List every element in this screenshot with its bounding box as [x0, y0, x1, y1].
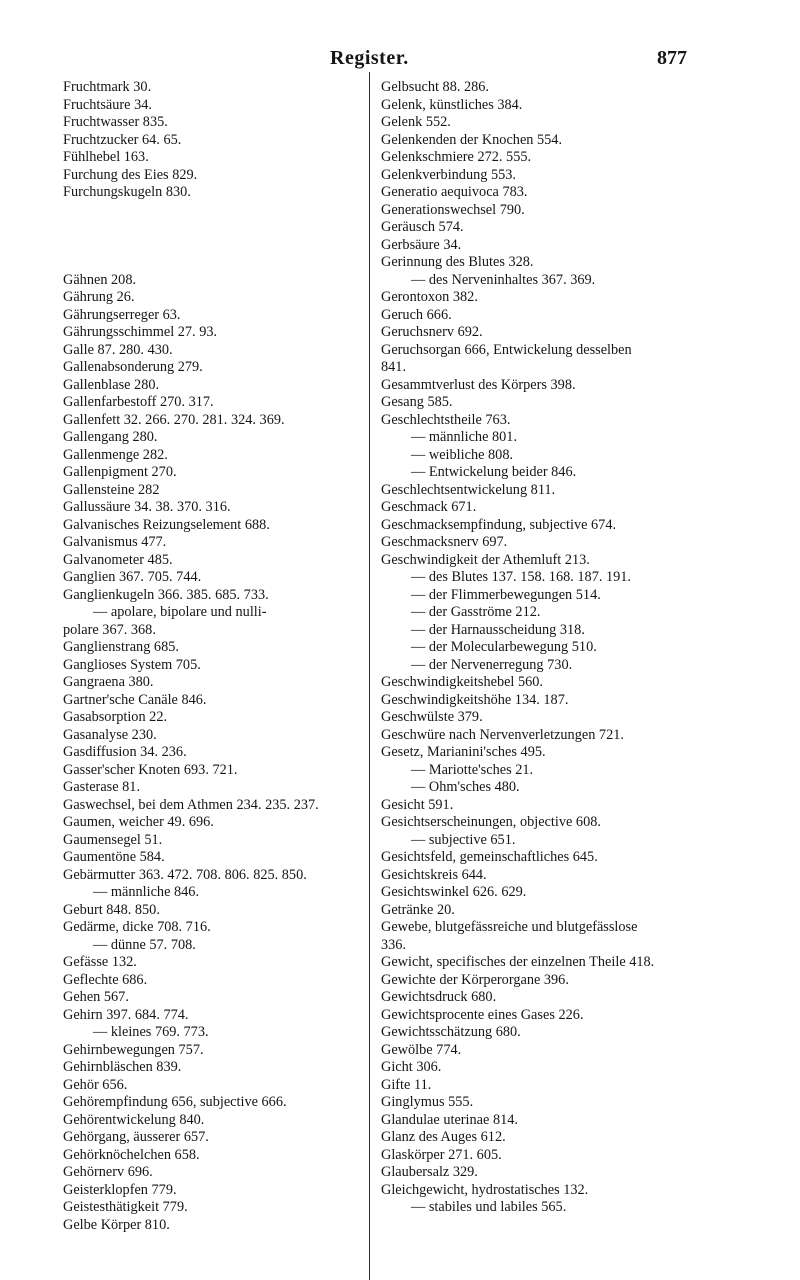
- index-entry: Gesetz, Marianini'sches 495.: [381, 744, 546, 760]
- index-entry: Gedärme, dicke 708. 716.: [63, 919, 211, 935]
- index-entry: Gähnen 208.: [63, 271, 137, 288]
- index-entry: Geschmacksempfindung, subjective 674.: [381, 516, 617, 533]
- index-entry: Gelenk, künstliches 384.: [381, 96, 523, 113]
- index-entry: Gallussäure 34. 38. 370. 316.: [63, 499, 231, 515]
- index-entry: Gasanalyse 230.: [63, 726, 157, 743]
- index-entry: Gehirn 397. 684. 774.: [63, 1006, 189, 1023]
- index-entry: — kleines 769. 773.: [93, 1024, 209, 1040]
- index-entry: Gaumen, weicher 49. 696.: [63, 814, 214, 830]
- index-entry: Geburt 848. 850.: [63, 901, 160, 918]
- index-entry: Gehörempfindung 656, subjective 666.: [63, 1094, 287, 1110]
- index-entry: Gallenfett 32. 266. 270. 281. 324. 369.: [63, 411, 285, 428]
- index-entry: Gangraena 380.: [63, 674, 154, 690]
- index-entry: Gifte 11.: [381, 1076, 432, 1093]
- index-entry: Gehör 656.: [63, 1076, 128, 1093]
- index-entry: — der Harnausscheidung 318.: [411, 621, 585, 638]
- index-entry: Gehörnerv 696.: [63, 1164, 153, 1180]
- index-entry: Geschwindigkeitshebel 560.: [381, 674, 543, 690]
- index-entry: 336.: [381, 936, 407, 953]
- index-entry: Geschwindigkeitshöhe 134. 187.: [381, 691, 569, 708]
- index-entry: Fruchtmark 30.: [63, 79, 152, 95]
- index-entry: Getränke 20.: [381, 901, 455, 918]
- index-entry: Ginglymus 555.: [381, 1094, 474, 1110]
- index-entry: — des Nerveninhaltes 367. 369.: [411, 271, 596, 288]
- index-entry: Fruchtzucker 64. 65.: [63, 131, 182, 148]
- index-entry: Gesichtsfeld, gemeinschaftliches 645.: [381, 849, 598, 865]
- index-entry: — des Blutes 137. 158. 168. 187. 191.: [411, 569, 632, 585]
- index-entry: Furchungskugeln 830.: [63, 184, 191, 200]
- index-entry: Galvanometer 485.: [63, 551, 173, 568]
- index-entry: Gesichtserscheinungen, objective 608.: [381, 814, 601, 830]
- index-entry: Gallensteine 282: [63, 481, 160, 498]
- index-entry: Gewichtsprocente eines Gases 226.: [381, 1006, 584, 1023]
- index-entry: — männliche 846.: [93, 884, 200, 900]
- index-entry: Geisterklopfen 779.: [63, 1181, 177, 1198]
- index-entry: Gerbsäure 34.: [381, 236, 462, 253]
- index-entry: Gelenkschmiere 272. 555.: [381, 149, 532, 165]
- index-entry: Gaswechsel, bei dem Athmen 234. 235. 237.: [63, 796, 319, 813]
- index-entry: polare 367. 368.: [63, 621, 156, 638]
- index-entry: Galvanismus 477.: [63, 534, 167, 550]
- index-entry: — subjective 651.: [411, 831, 516, 848]
- index-entry: Gelbsucht 88. 286.: [381, 79, 490, 95]
- index-entry: Gewichtsschätzung 680.: [381, 1024, 521, 1040]
- index-entry: Gasabsorption 22.: [63, 709, 168, 725]
- index-entry: Gicht 306.: [381, 1059, 442, 1075]
- index-entry: — der Gasströme 212.: [411, 604, 541, 620]
- index-entry: Geschwülste 379.: [381, 709, 483, 725]
- index-entry: — männliche 801.: [411, 429, 518, 445]
- index-column-left: [63, 79, 366, 1234]
- index-entry: Gelenkverbindung 553.: [381, 166, 516, 183]
- index-entry: Geruch 666.: [381, 306, 452, 323]
- index-entry: Geschwüre nach Nervenverletzungen 721.: [381, 726, 624, 743]
- index-entry: Gallenmenge 282.: [63, 446, 168, 463]
- index-entry: Gährung 26.: [63, 289, 135, 305]
- index-entry: Gallenfarbestoff 270. 317.: [63, 394, 214, 410]
- index-entry: Gehörgang, äusserer 657.: [63, 1129, 209, 1145]
- index-entry: Gesang 585.: [381, 394, 453, 410]
- index-entry: Gewebe, blutgefässreiche und blutgefässlose: [381, 919, 638, 935]
- index-entry: Fühlhebel 163.: [63, 149, 149, 165]
- index-entry: Gartner'sche Canäle 846.: [63, 691, 207, 708]
- index-entry: — der Nervenerregung 730.: [411, 656, 573, 673]
- index-entry: Geruchsorgan 666, Entwickelung desselben: [381, 341, 632, 358]
- index-entry: Gesichtskreis 644.: [381, 866, 487, 883]
- index-entry: Gesichtswinkel 626. 629.: [381, 884, 527, 900]
- index-entry: Glaubersalz 329.: [381, 1164, 478, 1180]
- index-entry: — Ohm'sches 480.: [411, 779, 520, 795]
- index-entry: Gallenblase 280.: [63, 376, 160, 393]
- index-entry: Geruchsnerv 692.: [381, 324, 483, 340]
- index-entry: Ganglienstrang 685.: [63, 639, 179, 655]
- index-entry: Gerinnung des Blutes 328.: [381, 254, 534, 270]
- index-entry: — Entwickelung beider 846.: [411, 464, 577, 480]
- index-entry: Ganglioses System 705.: [63, 656, 201, 673]
- index-entry: Gährungserreger 63.: [63, 306, 181, 323]
- index-entry: Gaumentöne 584.: [63, 849, 165, 865]
- index-entry: Gehen 567.: [63, 989, 129, 1005]
- index-entry: Gelbe Körper 810.: [63, 1216, 170, 1233]
- index-entry: — Mariotte'sches 21.: [411, 761, 534, 778]
- index-entry: Gerontoxon 382.: [381, 289, 478, 305]
- index-entry: — stabiles und labiles 565.: [411, 1199, 567, 1215]
- index-entry: Gewichte der Körperorgane 396.: [381, 971, 569, 988]
- index-entry: Galle 87. 280. 430.: [63, 341, 173, 358]
- index-entry: Geschmacksnerv 697.: [381, 534, 508, 550]
- index-entry: Gefässe 132.: [63, 954, 137, 970]
- index-column-right: [381, 79, 701, 1217]
- index-entry: Geschwindigkeit der Athemluft 213.: [381, 551, 590, 568]
- index-entry: Glandulae uterinae 814.: [381, 1111, 518, 1128]
- index-entry: Generatio aequivoca 783.: [381, 184, 528, 200]
- index-entry: Gallengang 280.: [63, 429, 158, 445]
- index-entry: Gaumensegel 51.: [63, 831, 163, 848]
- index-entry: Furchung des Eies 829.: [63, 166, 198, 183]
- index-entry: — der Molecularbewegung 510.: [411, 639, 597, 655]
- index-entry: — weibliche 808.: [411, 446, 514, 463]
- index-entry: Gewichtsdruck 680.: [381, 989, 497, 1005]
- index-entry: Gehirnbläschen 839.: [63, 1059, 182, 1075]
- index-entry: — apolare, bipolare und nulli-: [93, 604, 267, 620]
- index-entry: Geschmack 671.: [381, 499, 477, 515]
- column-divider: [369, 72, 370, 1280]
- index-entry: Fruchtsäure 34.: [63, 96, 152, 113]
- index-entry: Gehörentwickelung 840.: [63, 1111, 205, 1128]
- index-entry: Gährungsschimmel 27. 93.: [63, 324, 218, 340]
- index-entry: Gallenabsonderung 279.: [63, 359, 203, 375]
- index-entry: Gehörknöchelchen 658.: [63, 1146, 200, 1163]
- index-entry: Galvanisches Reizungselement 688.: [63, 516, 270, 533]
- index-entry: Geistesthätigkeit 779.: [63, 1199, 188, 1215]
- index-entry: Gelenk 552.: [381, 114, 451, 130]
- index-entry: Geräusch 574.: [381, 219, 464, 235]
- index-entry: Gleichgewicht, hydrostatisches 132.: [381, 1181, 589, 1198]
- running-title: Register.: [330, 47, 409, 69]
- section-gap: [63, 202, 366, 272]
- index-entry: Gesicht 591.: [381, 796, 454, 813]
- index-entry: Geflechte 686.: [63, 971, 148, 988]
- index-entry: Gasser'scher Knoten 693. 721.: [63, 761, 238, 778]
- index-entry: Gallenpigment 270.: [63, 464, 177, 480]
- index-entry: Geschlechtstheile 763.: [381, 411, 511, 428]
- index-entry: Gasdiffusion 34. 236.: [63, 744, 187, 760]
- index-entry: Fruchtwasser 835.: [63, 114, 168, 130]
- page-number: 877: [657, 47, 687, 69]
- index-entry: Glanz des Auges 612.: [381, 1129, 506, 1145]
- index-entry: Gelenkenden der Knochen 554.: [381, 131, 563, 148]
- index-entry: Gasterase 81.: [63, 779, 141, 795]
- index-entry: Gebärmutter 363. 472. 708. 806. 825. 850.: [63, 866, 307, 883]
- index-entry: — dünne 57. 708.: [93, 936, 196, 953]
- index-entry: Ganglien 367. 705. 744.: [63, 569, 202, 585]
- index-entry: — der Flimmerbewegungen 514.: [411, 586, 601, 603]
- index-entry: Glaskörper 271. 605.: [381, 1146, 502, 1163]
- index-entry: Gehirnbewegungen 757.: [63, 1041, 204, 1058]
- page-header: [0, 47, 800, 71]
- index-entry: Ganglienkugeln 366. 385. 685. 733.: [63, 586, 269, 603]
- index-entry: Geschlechtsentwickelung 811.: [381, 481, 556, 498]
- index-entry: Generationswechsel 790.: [381, 201, 525, 218]
- index-entry: Gesammtverlust des Körpers 398.: [381, 376, 576, 393]
- index-entry: 841.: [381, 359, 407, 375]
- index-entry: Gewölbe 774.: [381, 1041, 462, 1058]
- index-entry: Gewicht, specifisches der einzelnen Theile 418.: [381, 954, 655, 970]
